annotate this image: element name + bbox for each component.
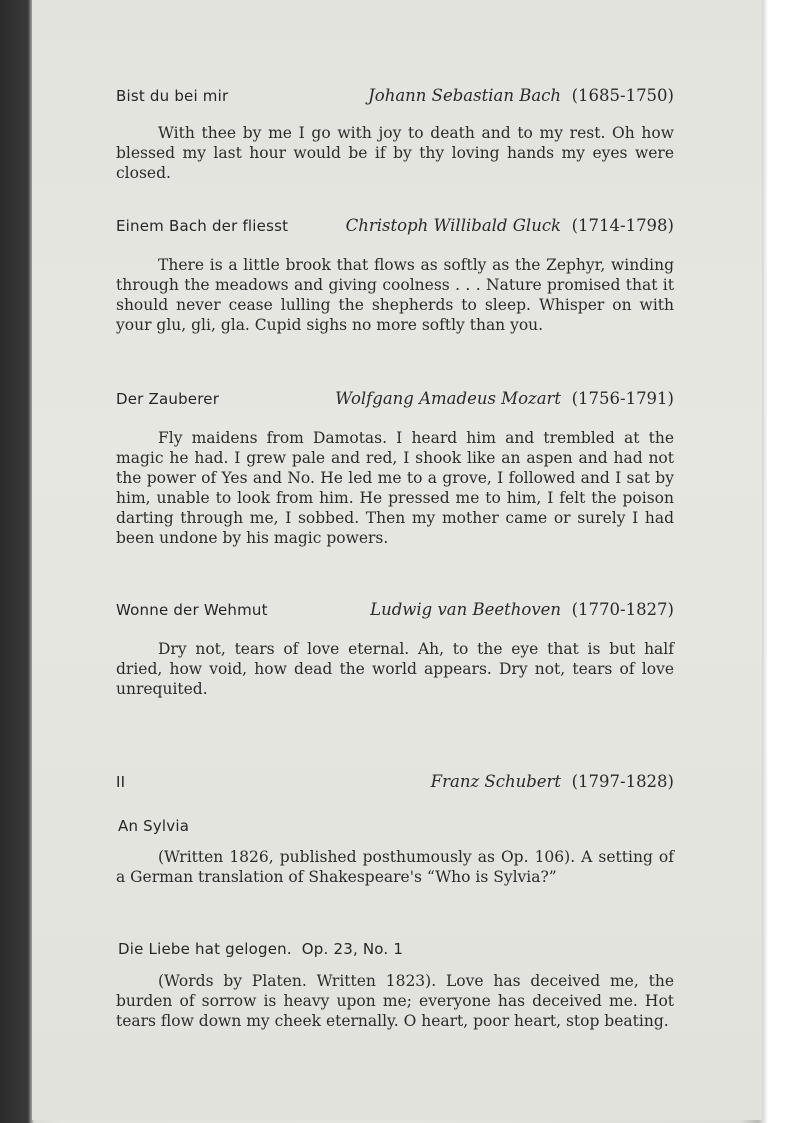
section-header [116, 772, 674, 791]
song-header [116, 389, 674, 408]
section-numeral: II [116, 773, 126, 791]
composer-name: Christoph Willibald Gluck [345, 216, 562, 235]
song-mozart [116, 389, 674, 408]
composer-dates: (1714-1798) [571, 216, 674, 235]
song-title: An Sylvia [118, 817, 190, 835]
song-title: Einem Bach der fliesst [116, 217, 289, 235]
composer-name: Ludwig van Beethoven [370, 600, 562, 619]
composer-name: Franz Schubert [430, 772, 562, 791]
song-translation: (Written 1826, published posthumously as Op. 106). A setting of a German translation of Shakespeare's “Who is Sylvia?” [116, 848, 674, 886]
song-translation: (Words by Platen. Written 1823). Love has deceived me, the burden of sorrow is heavy upon me; everyone has deceived me. Hot tears flow down my cheek eternally. O heart, poor heart, stop beating. [116, 972, 674, 1030]
song-die-liebe [118, 940, 676, 959]
song-gluck [116, 216, 674, 235]
section-ii-header [116, 772, 674, 791]
song-beethoven [116, 600, 674, 619]
song-header [116, 216, 674, 235]
composer-credit [368, 86, 674, 105]
song-header [116, 86, 674, 105]
song-translation: With thee by me I go with joy to death and to my rest. Oh how blessed my last hour would be if by thy loving hands my eyes were closed. [116, 124, 674, 182]
song-an-sylvia [118, 817, 676, 836]
composer-dates: (1770-1827) [571, 600, 674, 619]
song-translation: Dry not, tears of love eternal. Ah, to the eye that is but half dried, how void, how dead the world appears. Dry not, tears of love unrequited. [116, 640, 674, 698]
song-translation: Fly maidens from Damotas. I heard him and trembled at the magic he had. I grew pale and red, I shook like an aspen and had not the power of Yes and No. He led me to a grove, I followed and I sat by him, unable to look from him. He pressed me to him, I felt the poison darting through me, I sobbed. Then my mother came or surely I had been undone by his magic powers. [116, 429, 674, 547]
song-bach [116, 86, 674, 105]
composer-dates: (1685-1750) [571, 86, 674, 105]
composer-credit [370, 600, 674, 619]
composer-name: Johann Sebastian Bach [368, 86, 562, 105]
song-translation: There is a little brook that flows as softly as the Zephyr, winding through the meadows and giving coolness . . . Nature promised that it should never cease lulling the shepherds to sleep. Whisper on with your glu, gli, gla. Cupid sighs no more softly than you. [116, 256, 674, 334]
song-title: Bist du bei mir [116, 87, 229, 105]
song-title: Wonne der Wehmut [116, 601, 268, 619]
composer-name: Wolfgang Amadeus Mozart [335, 389, 562, 408]
song-title: Die Liebe hat gelogen. Op. 23, No. 1 [118, 940, 404, 958]
composer-credit [346, 216, 674, 235]
song-header [116, 600, 674, 619]
composer-dates: (1756-1791) [571, 389, 674, 408]
composer-credit [335, 389, 674, 408]
composer-dates: (1797-1828) [571, 772, 674, 791]
song-title: Der Zauberer [116, 390, 220, 408]
composer-credit [431, 772, 674, 791]
